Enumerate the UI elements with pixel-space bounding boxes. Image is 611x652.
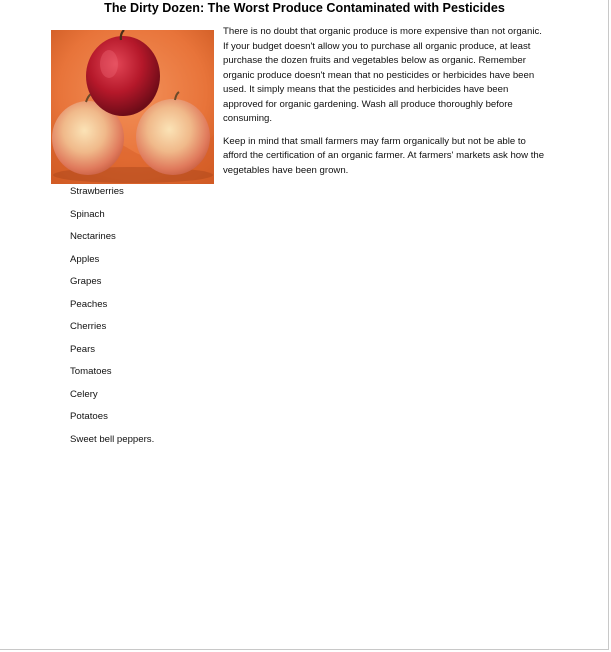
list-item: Spinach <box>70 208 105 220</box>
list-item: Nectarines <box>70 231 116 242</box>
list-item: Apples <box>70 253 100 265</box>
intro-text <box>223 25 548 186</box>
apples-photo <box>51 30 214 184</box>
dirty-dozen-list <box>70 185 154 455</box>
paragraph: There is no doubt that organic produce is more expensive than not organic. If your budget doesn't allow you to purchase all organic produce, at least purchase the dozen fruits and vegetables below as organic. Remember organic produce doesn't mean that no pesticides or herbicides have been used. It simply means that the pesticides and herbicides have been approved for organic gardening. Wash all produce thoroughly before consuming. <box>223 26 542 124</box>
list-item: Potatoes <box>70 411 108 422</box>
document-title: The Dirty Dozen: The Worst Produce Contaminated with Pesticides <box>104 1 505 15</box>
list-item: Strawberries <box>70 186 124 197</box>
list-item: Tomatoes <box>70 366 112 377</box>
list-item: Celery <box>70 388 98 400</box>
list-item: Cherries <box>70 321 107 332</box>
list-item: Sweet bell peppers. <box>70 433 155 445</box>
list-item: Peaches <box>70 298 108 310</box>
paragraph: Keep in mind that small farmers may farm organically but not be able to afford the certification of an organic farmer. At farmers' markets ask how the vegetables have been grown. <box>223 135 545 176</box>
list-item: Pears <box>70 343 96 355</box>
list-item: Grapes <box>70 276 102 287</box>
